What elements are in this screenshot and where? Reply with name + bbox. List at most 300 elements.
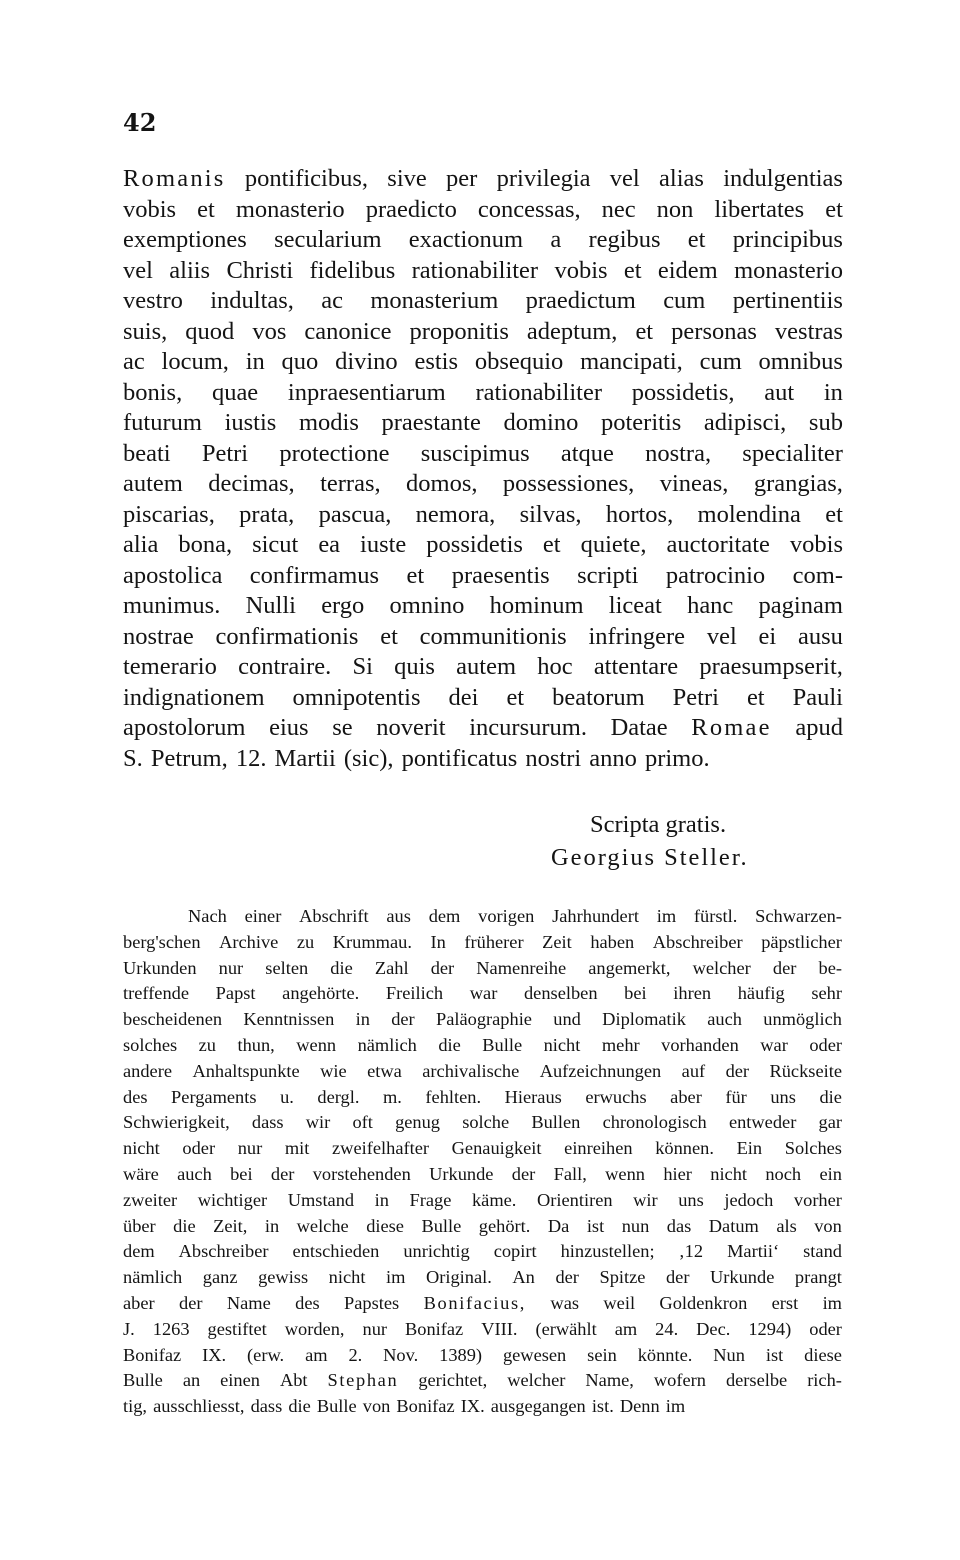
notes-word: Zeit, — [213, 1215, 248, 1236]
notes-word: die — [173, 1215, 196, 1236]
notes-word: unmöglich — [763, 1009, 842, 1030]
notes-word: einen — [220, 1370, 260, 1391]
notes-word: Bulle — [421, 1215, 462, 1236]
notes-word: u. — [280, 1086, 294, 1107]
notes-word: Anhaltspunkte — [192, 1060, 300, 1081]
notes-word: Papst — [215, 983, 256, 1004]
notes-word: die — [288, 1396, 311, 1417]
notes-word: An — [512, 1267, 535, 1288]
notes-word: weil — [603, 1292, 636, 1313]
main-word: mancipati, — [580, 348, 683, 375]
main-word: ergo — [321, 592, 365, 619]
notes-word: J. — [123, 1318, 135, 1339]
main-word: praedictum — [525, 287, 636, 314]
notes-word: m. — [382, 1086, 402, 1107]
main-word: locum, — [161, 348, 229, 375]
notes-word: im — [665, 1396, 686, 1417]
main-word: Nulli — [245, 592, 296, 619]
notes-word: am — [305, 1344, 328, 1365]
main-line — [123, 652, 843, 683]
main-word: adeptum, — [526, 317, 618, 345]
notes-word: des — [295, 1292, 320, 1313]
notes-word: einer — [244, 906, 282, 926]
notes-word: Umstand — [287, 1189, 355, 1210]
notes-word: Freilich — [385, 983, 444, 1004]
main-word: vobis — [554, 256, 608, 284]
notes-word: copirt — [493, 1241, 537, 1262]
notes-word: wenn — [605, 1163, 645, 1184]
notes-word: einreihen — [564, 1138, 633, 1159]
main-word: prata, — [239, 500, 295, 528]
main-word: indulgentias — [723, 165, 843, 192]
notes-word: angehörte. — [282, 983, 360, 1004]
notes-word: Abschrift — [299, 906, 369, 926]
notes-word: der — [772, 957, 797, 978]
main-word: rationabiliter — [475, 378, 602, 406]
main-word: attentare — [593, 653, 679, 680]
main-word: iuste — [360, 531, 407, 558]
notes-word: die — [330, 957, 353, 978]
main-line — [123, 622, 843, 653]
main-word: Datae — [610, 714, 668, 741]
main-word: aut — [764, 378, 795, 406]
notes-word: über — [123, 1215, 156, 1236]
notes-line — [123, 1007, 842, 1033]
main-word: et — [506, 683, 525, 711]
notes-word: noch — [765, 1163, 802, 1184]
notes-word: käme. — [471, 1189, 517, 1210]
notes-word: solches — [123, 1034, 178, 1055]
notes-word: Paläographie — [435, 1009, 532, 1030]
notes-word: oder — [809, 1318, 842, 1339]
notes-word: (erwählt — [535, 1318, 597, 1339]
main-word: pertinentiis — [732, 287, 843, 314]
main-word: non — [656, 195, 694, 223]
main-word: omnino — [389, 592, 465, 619]
main-word: confirmationis — [215, 622, 359, 650]
notes-word: bei — [230, 1163, 253, 1184]
main-line — [123, 530, 843, 561]
notes-word: welcher — [507, 1370, 566, 1391]
notes-word: ganz — [202, 1267, 238, 1288]
main-word: Martii — [274, 744, 336, 772]
notes-word: unrichtig — [403, 1241, 470, 1262]
notes-word: bei — [624, 983, 647, 1004]
main-word: grangias, — [753, 470, 843, 497]
main-word: quae — [211, 378, 259, 406]
notes-word: wäre — [123, 1163, 159, 1184]
notes-word: nur — [237, 1138, 263, 1159]
notes-word: die — [819, 1086, 842, 1107]
main-word: possessiones, — [502, 470, 635, 497]
notes-word: Bulle — [482, 1034, 523, 1055]
main-word: quo — [281, 348, 319, 375]
notes-word: welcher — [692, 957, 751, 978]
main-word: nemora, — [415, 500, 496, 528]
notes-line — [123, 1317, 842, 1343]
notes-word: Urkunde — [429, 1163, 494, 1184]
main-word: exemptiones — [123, 226, 247, 253]
main-line — [123, 713, 843, 744]
notes-word: chronologisch — [602, 1112, 707, 1133]
main-line — [123, 164, 843, 195]
notes-word: Papstes — [344, 1292, 400, 1313]
notes-word: am — [614, 1318, 638, 1339]
main-word: hortos, — [605, 500, 674, 528]
main-word: sub — [808, 409, 843, 436]
main-word: decimas, — [208, 470, 295, 497]
main-line — [123, 195, 843, 226]
main-word: vos — [252, 317, 287, 345]
notes-line — [123, 1059, 842, 1085]
main-word: nostra, — [645, 439, 712, 467]
main-word: et — [542, 531, 561, 558]
notes-word: derselbe — [725, 1370, 788, 1391]
main-word: iustis — [224, 409, 277, 436]
notes-word: in — [374, 1189, 389, 1210]
notes-word: berg'schen — [123, 931, 201, 952]
main-word: auctoritate — [666, 531, 770, 558]
main-word: vobis — [123, 195, 177, 223]
main-word: adipisci, — [703, 409, 787, 436]
main-word: vestras — [774, 317, 843, 345]
notes-word: der — [511, 1163, 536, 1184]
main-word: praesentis — [451, 561, 550, 589]
main-word: domino — [503, 409, 579, 436]
notes-word: Frage — [409, 1189, 452, 1210]
main-line — [123, 591, 843, 622]
notes-word: In — [430, 931, 446, 952]
main-word: inpraesentiarum — [287, 378, 446, 406]
main-word: infringere — [588, 622, 686, 650]
notes-word: uns — [678, 1189, 704, 1210]
main-line — [123, 744, 843, 775]
notes-line — [123, 956, 842, 982]
notes-word: ausschliesst, — [153, 1396, 245, 1417]
main-word: bona, — [178, 531, 233, 558]
main-word: monasterio — [235, 195, 345, 223]
notes-word: 1294) — [748, 1318, 792, 1339]
notes-word: wichtiger — [197, 1189, 268, 1210]
notes-word: Bonifaz — [405, 1318, 464, 1339]
notes-word: Krummau. — [332, 931, 412, 952]
main-word: ac — [321, 287, 344, 314]
signature-block — [123, 808, 843, 874]
notes-word: oft — [352, 1112, 373, 1133]
notes-word: Bonifaz — [123, 1344, 182, 1365]
notes-word: 1263 — [152, 1318, 190, 1339]
notes-word: Orientiren — [536, 1189, 613, 1210]
main-line — [123, 378, 843, 409]
notes-word: 1389) — [439, 1344, 483, 1365]
notes-word: nur — [362, 1318, 388, 1339]
main-line — [123, 439, 843, 470]
notes-word: was — [550, 1292, 580, 1313]
notes-word: haben — [590, 931, 635, 952]
notes-line — [123, 1033, 842, 1059]
notes-word: angemerkt, — [588, 957, 671, 978]
main-word: se — [332, 714, 353, 741]
main-word: eius — [269, 714, 309, 741]
notes-word: zu — [296, 931, 315, 952]
main-word: apostolorum — [123, 714, 246, 741]
main-word: cum — [699, 348, 742, 375]
notes-word: auch — [177, 1163, 212, 1184]
main-word: piscarias, — [123, 500, 215, 528]
notes-word: könnte. — [637, 1344, 693, 1365]
notes-word: nicht — [710, 1163, 748, 1184]
notes-word: 2. — [348, 1344, 363, 1365]
main-word: praesumpserit, — [699, 653, 843, 680]
notes-word: Aufzeichnungen — [539, 1060, 662, 1081]
notes-word: gewesen — [502, 1344, 567, 1365]
notes-word: nun — [621, 1215, 650, 1236]
notes-word: Zeit — [542, 931, 572, 952]
main-word: et — [825, 500, 843, 528]
notes-word: Abt — [279, 1370, 308, 1391]
notes-word: vorhanden — [661, 1034, 739, 1055]
main-line — [123, 408, 843, 439]
main-word: noverit — [376, 714, 446, 741]
notes-word: tig, — [123, 1396, 148, 1417]
notes-word: Schwierigkeit, — [123, 1112, 230, 1133]
notes-line — [123, 1368, 842, 1394]
main-word: libertates — [714, 195, 805, 223]
notes-word: der — [665, 1267, 690, 1288]
main-line — [123, 317, 843, 348]
main-word: futurum — [123, 409, 202, 436]
notes-word: Datum — [708, 1215, 759, 1236]
notes-word: sein — [587, 1344, 617, 1365]
main-word: suis, — [123, 317, 168, 345]
notes-word: Abschreiber — [652, 931, 743, 952]
main-word: et — [635, 317, 654, 345]
notes-word: und — [553, 1009, 581, 1030]
main-line — [123, 500, 843, 531]
notes-word: wir — [633, 1189, 658, 1210]
notes-word: gerichtet, — [418, 1370, 488, 1391]
notes-word: jedoch — [724, 1189, 774, 1210]
page-number: 42 — [123, 108, 157, 137]
notes-word: als — [776, 1215, 797, 1236]
notes-word: erst — [771, 1292, 799, 1313]
main-word: (sic), — [343, 744, 394, 772]
notes-word: Nach — [188, 906, 227, 926]
main-word: nostri — [525, 744, 582, 772]
main-word: ac — [123, 348, 145, 375]
notes-word: Abschreiber — [178, 1241, 269, 1262]
notes-word: früherer — [464, 931, 524, 952]
commentary-notes — [123, 904, 842, 1420]
main-word: fidelibus — [309, 256, 396, 284]
main-word: liceat — [608, 592, 662, 619]
notes-word: Bullen — [531, 1112, 581, 1133]
notes-word: der — [725, 1060, 750, 1081]
notes-word: prangt — [794, 1267, 842, 1288]
notes-word: ist — [765, 1344, 784, 1365]
notes-word: nicht — [123, 1138, 160, 1159]
notes-word: oder — [182, 1138, 216, 1159]
notes-line — [123, 1136, 842, 1162]
main-word: quiete, — [580, 531, 647, 558]
main-word: estis — [414, 348, 459, 375]
notes-word: ausgegangen — [490, 1396, 586, 1417]
main-word: temerario — [123, 653, 217, 680]
notes-line — [123, 930, 842, 956]
main-word: vel — [123, 256, 153, 284]
notes-word: von — [362, 1396, 391, 1417]
notes-word: ist — [586, 1215, 605, 1236]
main-word: autem — [123, 470, 183, 497]
main-word: omnipotentis — [292, 683, 421, 711]
main-word: pontificatus — [401, 744, 518, 772]
main-word: vel — [706, 622, 737, 650]
main-word: aliis — [169, 256, 211, 284]
main-word: protectione — [279, 439, 390, 467]
notes-line — [123, 1239, 842, 1265]
main-word: a — [550, 226, 562, 253]
main-word: beati — [123, 439, 171, 467]
main-word: et — [380, 622, 398, 650]
main-word: Christi — [226, 256, 294, 284]
notes-word: zweifelhafter — [332, 1138, 430, 1159]
notes-word: in — [355, 1009, 370, 1030]
main-word: beatorum — [552, 683, 645, 711]
main-word: quis — [394, 653, 435, 680]
main-word: vestro — [123, 287, 183, 314]
notes-word: gehört. — [478, 1215, 531, 1236]
main-word: et — [406, 561, 425, 589]
main-latin-text — [123, 164, 843, 774]
main-word: alia — [123, 531, 159, 558]
notes-word: vorstehenden — [312, 1163, 411, 1184]
main-word: secularium — [274, 226, 382, 253]
notes-word: solche — [462, 1112, 510, 1133]
main-line — [123, 286, 843, 317]
main-line — [123, 469, 843, 500]
main-word: domos, — [406, 470, 478, 497]
main-word: Romae — [691, 714, 772, 741]
notes-word: Solches — [784, 1138, 842, 1159]
notes-word: Original. — [425, 1267, 492, 1288]
main-word: ea — [318, 531, 341, 558]
notes-word: mit — [284, 1138, 310, 1159]
main-word: concessas, — [477, 195, 581, 223]
notes-word: vorher — [793, 1189, 842, 1210]
main-word: canonice — [304, 317, 392, 345]
main-word: Pauli — [792, 683, 843, 711]
notes-word: der — [391, 1009, 415, 1030]
notes-word: stand — [803, 1241, 842, 1262]
main-word: quod — [185, 317, 235, 345]
main-word: incursurum. — [469, 714, 587, 741]
main-word: S. — [123, 744, 143, 772]
notes-line — [123, 981, 842, 1007]
notes-word: genug — [395, 1112, 441, 1133]
main-word: hoc — [537, 653, 573, 680]
notes-word: nur — [218, 957, 244, 978]
notes-word: diese — [804, 1344, 842, 1365]
main-word: Romanis — [123, 165, 226, 192]
main-word: vineas, — [659, 470, 729, 497]
notes-line — [123, 1343, 842, 1369]
notes-word: die — [438, 1034, 461, 1055]
main-word: pascua, — [318, 500, 392, 528]
notes-word: andere — [123, 1060, 173, 1081]
main-word: scripti — [577, 561, 639, 589]
notes-word: in — [264, 1215, 280, 1236]
notes-word: selten — [265, 957, 309, 978]
main-word: nec — [601, 195, 636, 223]
notes-word: im — [656, 906, 677, 926]
notes-word: thun, — [237, 1034, 275, 1055]
notes-line — [123, 1291, 842, 1317]
notes-word: mehr — [601, 1034, 640, 1055]
notes-word: 24. — [655, 1318, 679, 1339]
notes-word: ‚12 — [678, 1241, 704, 1262]
main-word: privilegia — [496, 165, 591, 192]
main-word: contraire. — [238, 653, 332, 680]
main-word: specialiter — [742, 439, 843, 467]
notes-word: Spitze — [599, 1267, 646, 1288]
notes-word: sehr — [811, 983, 842, 1004]
main-word: terras, — [320, 470, 381, 497]
notes-word: Archive — [219, 931, 279, 952]
main-word: et — [825, 195, 843, 223]
main-word: com- — [792, 561, 843, 589]
notes-word: fürstl. — [693, 906, 738, 926]
main-word: nostrae — [123, 622, 194, 650]
notes-word: Fall, — [553, 1163, 587, 1184]
main-word: divino — [335, 348, 398, 375]
main-word: praestante — [381, 409, 481, 436]
notes-word: im — [822, 1292, 842, 1313]
notes-word: denselben — [523, 983, 598, 1004]
signature-scripta-gratis: Scripta gratis. — [590, 811, 727, 838]
notes-line — [123, 1162, 842, 1188]
main-word: anno — [589, 744, 637, 772]
notes-word: hinzustellen; — [560, 1241, 655, 1262]
main-word: 12. — [235, 744, 267, 772]
notes-word: VIII. — [481, 1318, 518, 1339]
notes-word: das — [666, 1215, 692, 1236]
notes-line — [123, 1085, 842, 1111]
notes-word: Bonifacius, — [423, 1292, 527, 1313]
notes-word: ihren — [673, 983, 712, 1004]
notes-word: Urkunden — [123, 957, 197, 978]
notes-word: war — [469, 983, 498, 1004]
main-word: patrocinio — [665, 561, 766, 589]
notes-word: erwuchs — [585, 1086, 647, 1107]
main-word: obsequio — [474, 348, 564, 375]
notes-word: nicht — [328, 1267, 366, 1288]
main-word: praedicto — [365, 195, 457, 223]
notes-word: Hieraus — [504, 1086, 562, 1107]
main-word: proponitis — [409, 317, 509, 345]
main-word: principibus — [732, 226, 843, 253]
main-word: ausu — [798, 622, 843, 650]
notes-word: gar — [818, 1112, 842, 1133]
main-word: et — [623, 256, 642, 284]
notes-word: dem — [123, 1241, 155, 1262]
main-word: bonis, — [123, 378, 183, 406]
notes-word: diese — [366, 1215, 404, 1236]
notes-word: Nun — [713, 1344, 745, 1365]
notes-word: Dec. — [696, 1318, 731, 1339]
notes-word: Diplomatik — [602, 1009, 686, 1030]
notes-word: worden, — [284, 1318, 345, 1339]
notes-word: der — [179, 1292, 203, 1313]
